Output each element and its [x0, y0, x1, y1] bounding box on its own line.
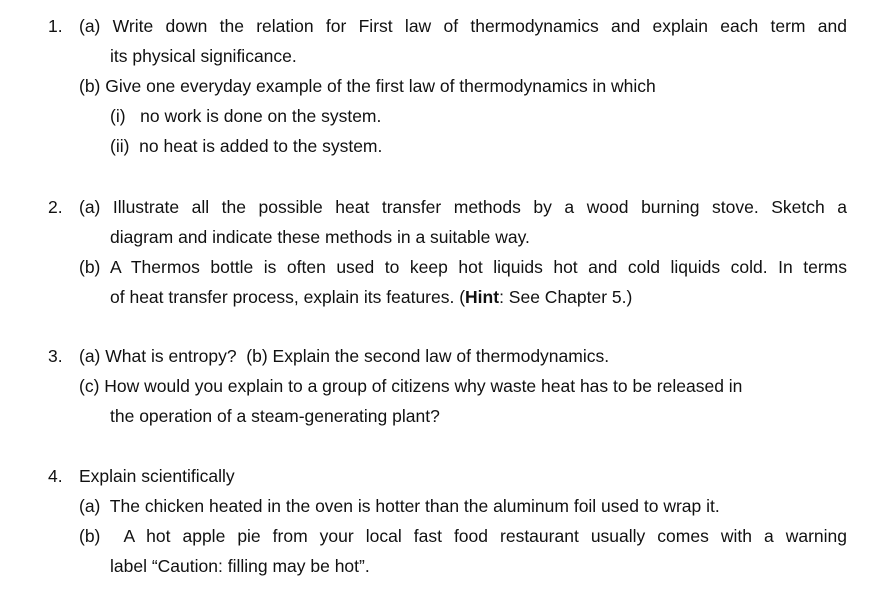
question-line: (ii) no heat is added to the system. — [110, 136, 383, 156]
question-line: the operation of a steam-generating plant? — [110, 406, 440, 426]
question-line: (a) What is entropy? (b) Explain the second law of thermodynamics. — [79, 346, 610, 366]
question-line: (a) Illustrate all the possible heat transfer methods by a wood burning stove. Sketch a — [79, 197, 847, 217]
question-line: (b) A Thermos bottle is often used to keep hot liquids hot and cold liquids cold. In terms — [79, 257, 847, 277]
question-line: its physical significance. — [110, 46, 297, 66]
question-number: 1. — [48, 16, 63, 36]
question-line: (a) Write down the relation for First law of thermodynamics and explain each term and — [79, 16, 847, 36]
question-line: diagram and indicate these methods in a suitable way. — [110, 227, 530, 247]
question-line: label “Caution: filling may be hot”. — [110, 556, 370, 576]
question-line: (a) The chicken heated in the oven is hotter than the aluminum foil used to wrap it. — [79, 496, 720, 516]
question-line — [110, 286, 632, 308]
question-line: Explain scientifically — [79, 466, 235, 486]
question-number: 2. — [48, 197, 63, 217]
question-line: (i) no work is done on the system. — [110, 106, 382, 126]
question-text: : See Chapter 5.) — [499, 287, 633, 307]
hint-label: Hint — [465, 287, 500, 307]
question-line: (b) Give one everyday example of the first law of thermodynamics in which — [79, 76, 656, 96]
question-number: 4. — [48, 466, 63, 486]
question-text: of heat transfer process, explain its features. ( — [110, 287, 466, 307]
question-line: (c) How would you explain to a group of citizens why waste heat has to be released in — [79, 376, 743, 396]
question-number: 3. — [48, 346, 63, 366]
question-line: (b) A hot apple pie from your local fast food restaurant usually comes with a warning — [79, 526, 847, 546]
